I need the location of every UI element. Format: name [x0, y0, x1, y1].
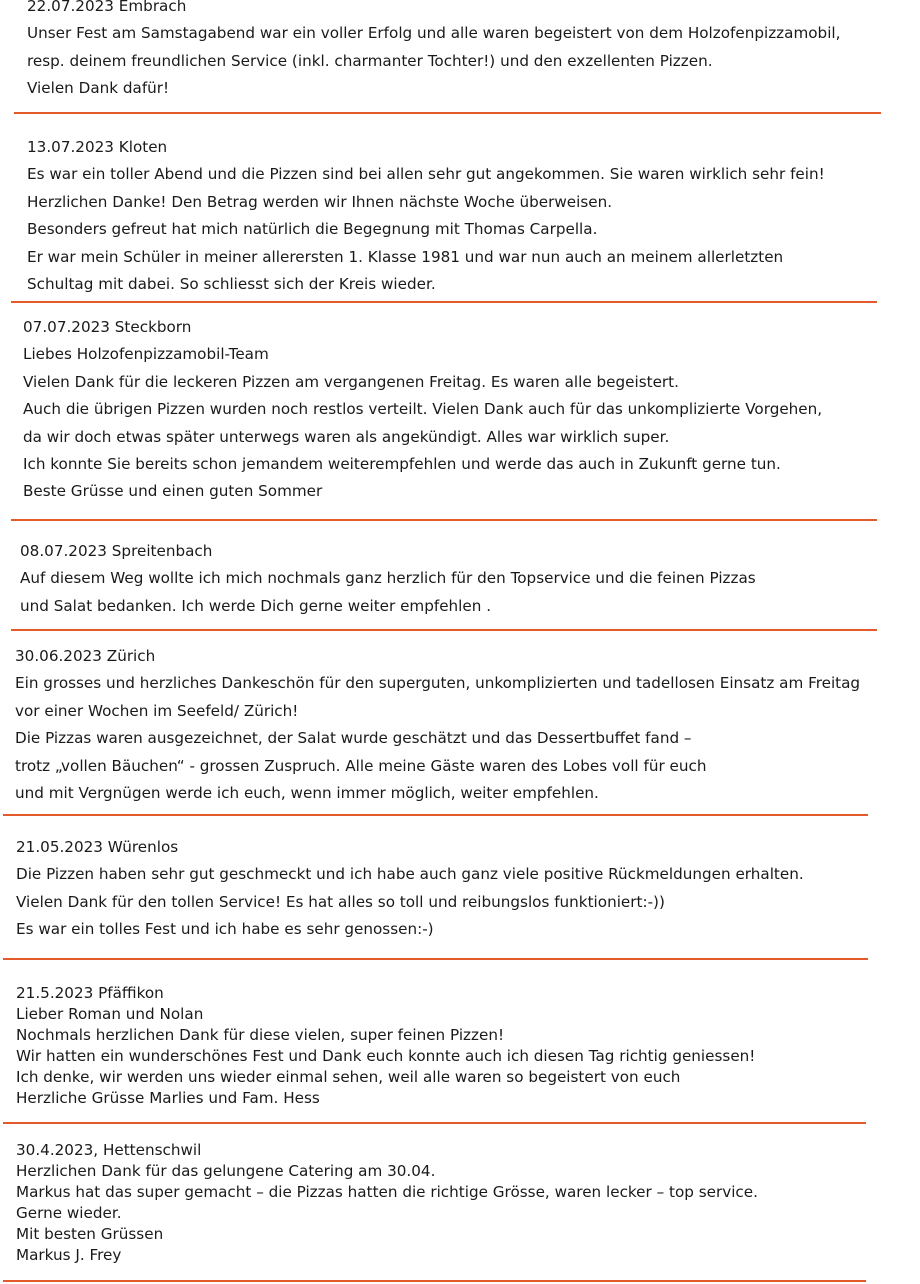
entry-text-line: Herzlichen Danke! Den Betrag werden wir Ihnen nächste Woche überweisen. [27, 192, 613, 211]
entry-text-line: Vielen Dank für den tollen Service! Es hat alles so toll und reibungslos funktioniert:-)) [16, 892, 665, 911]
entry-text-line: Ein grosses und herzliches Dankeschön für den superguten, unkomplizierten und tadellosen Einsatz am Freitag [15, 674, 861, 693]
entry-text-line: Es war ein tolles Fest und ich habe es sehr genossen:-) [16, 920, 434, 939]
entry-text-line: Ich denke, wir werden uns wieder einmal sehen, weil alle waren so begeistert von euch [16, 1068, 681, 1086]
testimonial-entry [15, 643, 860, 807]
entry-text-line: Lieber Roman und Nolan [16, 1005, 204, 1023]
entry-text-line: Besonders gefreut hat mich natürlich die Begegnung mit Thomas Carpella. [27, 220, 598, 239]
entry-text-line: Die Pizzas waren ausgezeichnet, der Salat wurde geschätzt und das Dessertbuffet fand – [15, 729, 692, 748]
entry-text-line: Auch die übrigen Pizzen wurden noch restlos verteilt. Vielen Dank auch für das unkomplizierte Vorgehen, [23, 400, 823, 419]
entry-text-line: vor einer Wochen im Seefeld/ Zürich! [15, 701, 299, 720]
entry-text-line: Wir hatten ein wunderschönes Fest und Dank euch konnte auch ich diesen Tag richtig geniessen! [16, 1047, 756, 1065]
divider-line [3, 1122, 866, 1124]
testimonial-entry [23, 314, 822, 506]
entry-text-line: Herzlichen Dank für das gelungene Catering am 30.04. [16, 1162, 436, 1180]
divider-line [3, 1280, 866, 1282]
testimonial-entry [27, 134, 825, 298]
entry-text-line: Schultag mit dabei. So schliesst sich der Kreis wieder. [27, 275, 436, 294]
entry-text-line: Es war ein toller Abend und die Pizzen sind bei allen sehr gut angekommen. Sie waren wirklich sehr fein! [27, 165, 825, 184]
entry-date: 07.07.2023 Steckborn [23, 318, 192, 336]
entry-text-line: Auf diesem Weg wollte ich mich nochmals ganz herzlich für den Topservice und die feinen Pizzas [20, 569, 756, 588]
entry-text-line: und Salat bedanken. Ich werde Dich gerne weiter empfehlen . [20, 596, 492, 615]
entry-date: 21.5.2023 Pfäffikon [16, 984, 164, 1002]
entry-text-line: Vielen Dank dafür! [27, 79, 170, 98]
entry-date: 21.05.2023 Würenlos [16, 838, 179, 856]
entry-text-line: resp. deinem freundlichen Service (inkl. charmanter Tochter!) und den exzellenten Pizzen. [27, 51, 713, 70]
testimonial-entry [20, 538, 756, 620]
divider-line [11, 301, 877, 303]
divider-line [3, 958, 868, 960]
entry-text-line: Gerne wieder. [16, 1204, 122, 1222]
entry-date: 22.07.2023 Embrach [27, 0, 187, 15]
entry-text-line: Er war mein Schüler in meiner allerersten 1. Klasse 1981 und war nun auch an meinem allerletzten [27, 247, 784, 266]
entry-text-line: Die Pizzen haben sehr gut geschmeckt und ich habe auch ganz viele positive Rückmeldungen erhalten. [16, 865, 804, 884]
entry-date: 30.4.2023, Hettenschwil [16, 1141, 202, 1159]
entry-text-line: Vielen Dank für die leckeren Pizzen am vergangenen Freitag. Es waren alle begeistert. [23, 372, 679, 391]
testimonial-entry [16, 1140, 758, 1266]
testimonial-entry [27, 0, 840, 103]
entry-text-line: Liebes Holzofenpizzamobil-Team [23, 345, 269, 364]
entry-date: 30.06.2023 Zürich [15, 647, 156, 665]
entry-text-line: trotz „vollen Bäuchen“ - grossen Zuspruch. Alle meine Gäste waren des Lobes voll für euch [15, 756, 707, 775]
entry-text-line: Mit besten Grüssen [16, 1225, 164, 1243]
entry-text-line: Herzliche Grüsse Marlies und Fam. Hess [16, 1089, 320, 1107]
entry-text-line: Markus hat das super gemacht – die Pizzas hatten die richtige Grösse, waren lecker – top service. [16, 1183, 758, 1201]
entry-date: 08.07.2023 Spreitenbach [20, 542, 213, 560]
entry-text-line: Ich konnte Sie bereits schon jemandem weiterempfehlen und werde das auch in Zukunft gerne tun. [23, 455, 781, 474]
entry-date: 13.07.2023 Kloten [27, 138, 168, 156]
divider-line [11, 629, 877, 631]
entry-text-line: Markus J. Frey [16, 1246, 122, 1264]
testimonial-entry [16, 834, 804, 944]
testimonial-entry [16, 983, 755, 1109]
entry-text-line: da wir doch etwas später unterwegs waren als angekündigt. Alles war wirklich super. [23, 427, 670, 446]
entry-text-line: Unser Fest am Samstagabend war ein voller Erfolg und alle waren begeistert von dem Holzofenpizzamobil, [27, 24, 841, 43]
divider-line [14, 112, 881, 114]
entry-text-line: Beste Grüsse und einen guten Sommer [23, 482, 323, 501]
entry-text-line: und mit Vergnügen werde ich euch, wenn immer möglich, weiter empfehlen. [15, 784, 599, 803]
divider-line [11, 519, 877, 521]
divider-line [3, 814, 868, 816]
entry-text-line: Nochmals herzlichen Dank für diese vielen, super feinen Pizzen! [16, 1026, 505, 1044]
